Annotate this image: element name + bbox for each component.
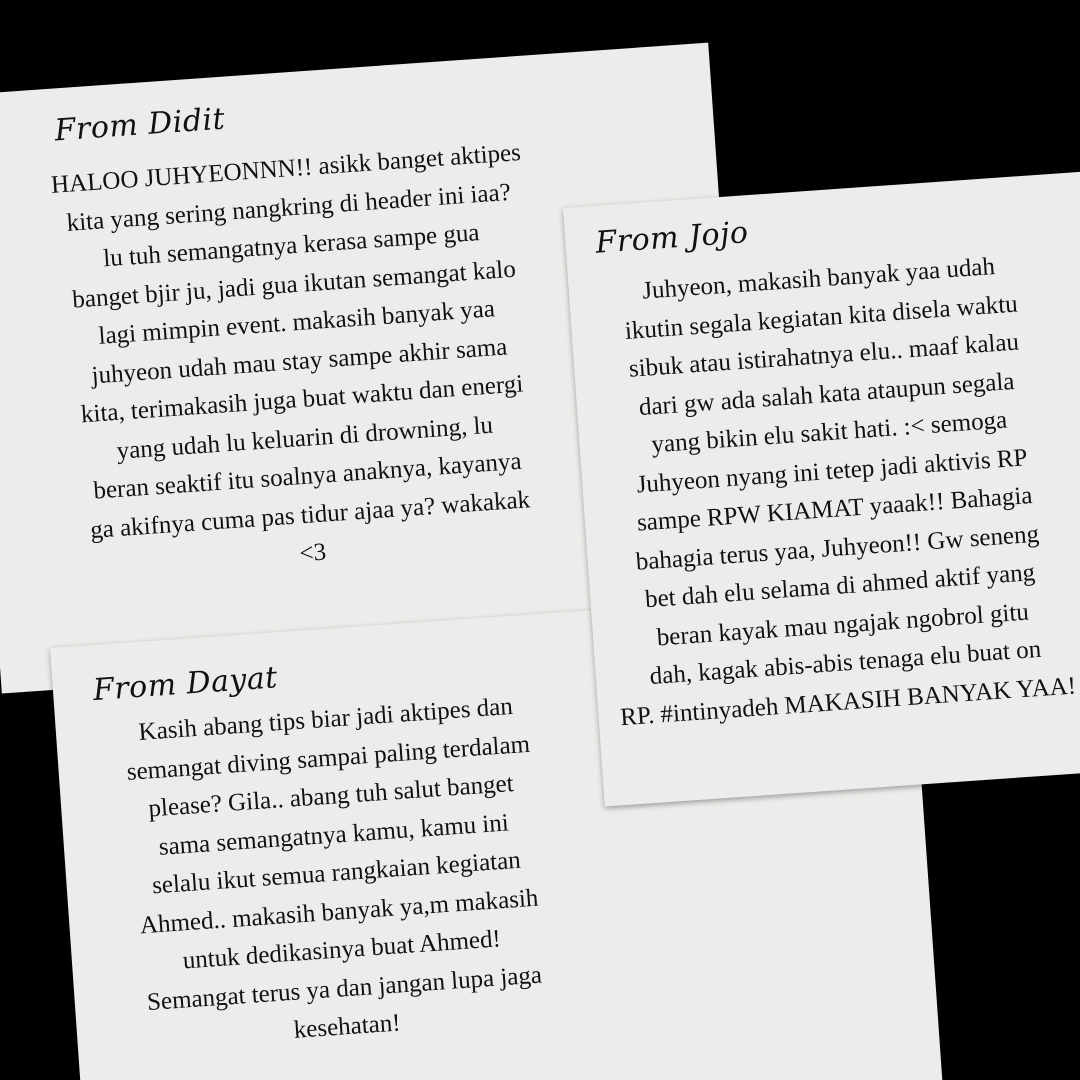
card-message: Juhyeon, makasih banyak yaa udah ikutin segala kegiatan kita disela waktu sibuk atau istirahatnya elu.. maaf kalau dari gw ada salah kata ataupun segala yang bikin elu sakit hati. :< semoga Juhyeon nyang ini tetep jadi aktivis RP sampe RPW KIAMAT yaaak!! Bahagia bahagia terus yaa, Juhyeon!! Gw seneng bet dah elu selama di ahmed aktif yang beran kayak mau ngajak ngobrol gitu dah, kagak abis-abis tenaga elu buat on RP. #intinyadeh MAKASIH BANYAK YAA!: [619, 253, 1077, 731]
card-sender-heading: From Jojo: [594, 215, 750, 261]
card-message: Kasih abang tips biar jadi aktipes dan semangat diving sampai paling terdalam please? Gila.. abang tuh salut banget sama semangatnya kamu, kamu ini selalu ikut semua rangkaian kegiatan Ahmed.. makasih banyak ya,m makasih untuk dedikasinya buat Ahmed! Semangat terus ya dan jangan lupa jaga kesehatan!: [125, 692, 543, 1044]
card-sender-heading: From Didit: [53, 101, 227, 149]
letter-card-jojo: [563, 172, 1080, 807]
card-message: HALOO JUHYEONNN!! asikk banget aktipes kita yang sering nangkring di header ini iaa? lu tuh semangatnya kerasa sampe gua banget bjir ju, jadi gua ikutan semangat kalo lagi mimpin event. makasih banyak yaa juhyeon udah mau stay sampe akhir sama kita, terimakasih juga buat waktu dan energi yang udah lu keluarin di drowning, lu beran seaktif itu soalnya anaknya, kayanya ga akifnya cuma pas tidur ajaa ya? wakakak <3: [50, 139, 531, 568]
card-sender-heading: From Dayat: [91, 660, 279, 709]
